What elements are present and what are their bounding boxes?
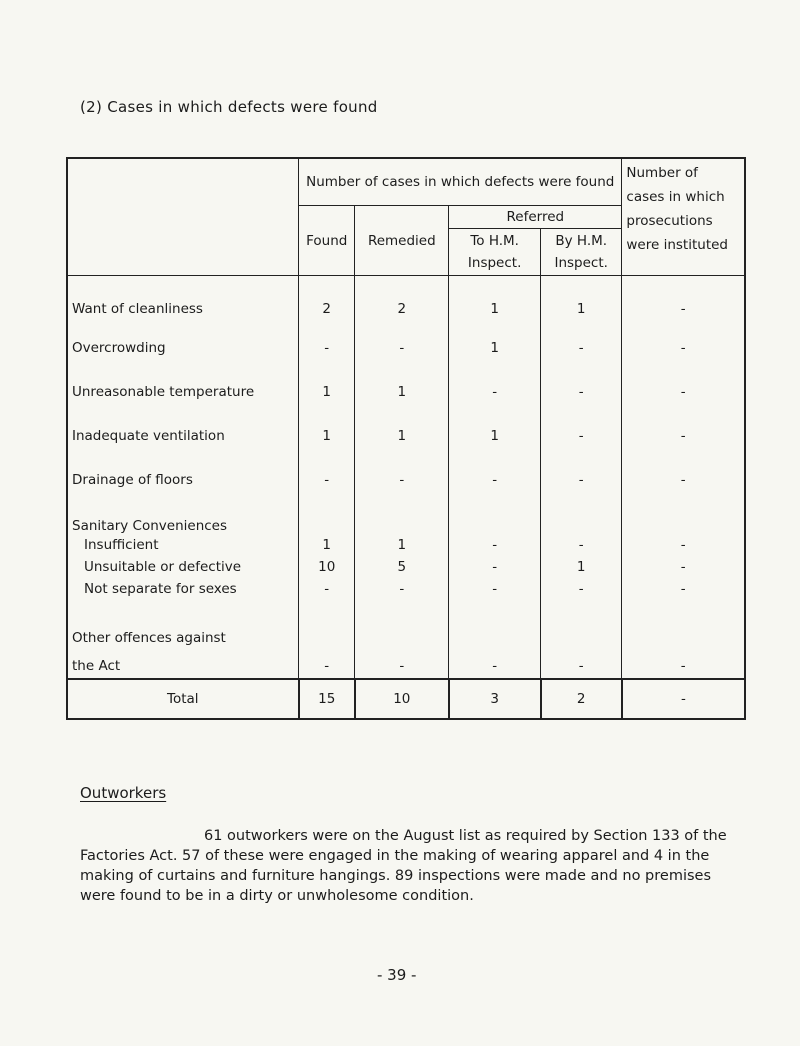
cell-remedied: - [355, 578, 449, 600]
table-row [67, 326, 745, 370]
header-by-hm-inspect: By H.M. Inspect. [541, 229, 622, 276]
cell-remedied: 1 [355, 370, 449, 414]
row-label: Inadequate ventilation [67, 414, 299, 458]
cell-by-hm: - [541, 578, 622, 600]
sanitary-group-row [67, 502, 745, 534]
cell-by-hm: 1 [541, 556, 622, 578]
total-remedied: 10 [355, 679, 449, 719]
cell-by-hm: - [541, 534, 622, 556]
cell-prosecutions: - [622, 370, 745, 414]
cell-prosecutions: - [622, 458, 745, 502]
other-offences-label-line2: the Act [67, 646, 299, 679]
cell-to-hm: - [449, 458, 541, 502]
header-to-hm-inspect: To H.M. Inspect. [449, 229, 541, 276]
total-prosecutions: - [622, 679, 745, 719]
cell-remedied: 5 [355, 556, 449, 578]
cell-by-hm: - [541, 458, 622, 502]
row-label: Insufficient [67, 534, 299, 556]
cell-to-hm: 1 [449, 414, 541, 458]
cell-to-hm: 1 [449, 326, 541, 370]
total-found: 15 [299, 679, 355, 719]
cell-to-hm: - [449, 646, 541, 679]
cell-found: - [299, 458, 355, 502]
header-number-of-cases: Number of cases in which defects were found [299, 158, 622, 206]
cell-by-hm: - [541, 414, 622, 458]
table-row [67, 534, 745, 556]
table-row [67, 556, 745, 578]
cell-found: - [299, 646, 355, 679]
other-offences-label-line1: Other offences against [67, 600, 299, 646]
cell-found: 1 [299, 414, 355, 458]
sanitary-group-label: Sanitary Conveniences [67, 502, 299, 534]
outworkers-heading: Outworkers [80, 784, 167, 802]
cell-prosecutions: - [622, 578, 745, 600]
table-row [67, 414, 745, 458]
row-label: Not separate for sexes [67, 578, 299, 600]
row-label: Unreasonable temperature [67, 370, 299, 414]
row-label: Drainage of floors [67, 458, 299, 502]
table-row [67, 370, 745, 414]
cell-to-hm: - [449, 556, 541, 578]
cell-to-hm: 1 [449, 276, 541, 327]
table-row [67, 276, 745, 327]
total-row [67, 679, 745, 719]
cell-remedied: - [355, 326, 449, 370]
cell-found: 10 [299, 556, 355, 578]
cell-found: - [299, 326, 355, 370]
cell-found: - [299, 578, 355, 600]
header-remedied: Remedied [355, 206, 449, 276]
header-found: Found [299, 206, 355, 276]
cell-by-hm: - [541, 646, 622, 679]
table-row [67, 578, 745, 600]
cell-to-hm: - [449, 534, 541, 556]
cell-to-hm: - [449, 578, 541, 600]
cell-remedied: 2 [355, 276, 449, 327]
stub-header [67, 158, 299, 276]
cell-prosecutions: - [622, 414, 745, 458]
cell-to-hm: - [449, 370, 541, 414]
row-label: Want of cleanliness [67, 276, 299, 327]
outworkers-paragraph: 61 outworkers were on the August list as required by Section 133 of the Factories Act. 57 of these were engaged in the making of wearing apparel and 4 in the making of curtains and furniture hangings. 89 inspections were made and no premises were found to be in a dirty or unwholesome condition. [80, 828, 727, 904]
cell-remedied: 1 [355, 534, 449, 556]
header-referred: Referred [449, 206, 622, 229]
cell-found: 1 [299, 534, 355, 556]
row-label: Unsuitable or defective [67, 556, 299, 578]
other-offences-row [67, 600, 745, 646]
header-prosecutions: Number of cases in which prosecutions were instituted [622, 158, 745, 276]
defects-table [66, 157, 746, 720]
cell-prosecutions: - [622, 326, 745, 370]
total-by-hm: 2 [541, 679, 622, 719]
row-label: Overcrowding [67, 326, 299, 370]
cell-prosecutions: - [622, 556, 745, 578]
other-offences-row-values [67, 646, 745, 679]
cell-by-hm: - [541, 326, 622, 370]
cell-found: 2 [299, 276, 355, 327]
cell-by-hm: 1 [541, 276, 622, 327]
cell-remedied: - [355, 646, 449, 679]
cell-remedied: - [355, 458, 449, 502]
page-number: - 39 - [377, 966, 417, 984]
total-label: Total [67, 679, 299, 719]
cell-prosecutions: - [622, 646, 745, 679]
section-heading: (2) Cases in which defects were found [80, 98, 378, 116]
total-to-hm: 3 [449, 679, 541, 719]
table-row [67, 458, 745, 502]
cell-remedied: 1 [355, 414, 449, 458]
cell-by-hm: - [541, 370, 622, 414]
cell-found: 1 [299, 370, 355, 414]
cell-prosecutions: - [622, 534, 745, 556]
cell-prosecutions: - [622, 276, 745, 327]
